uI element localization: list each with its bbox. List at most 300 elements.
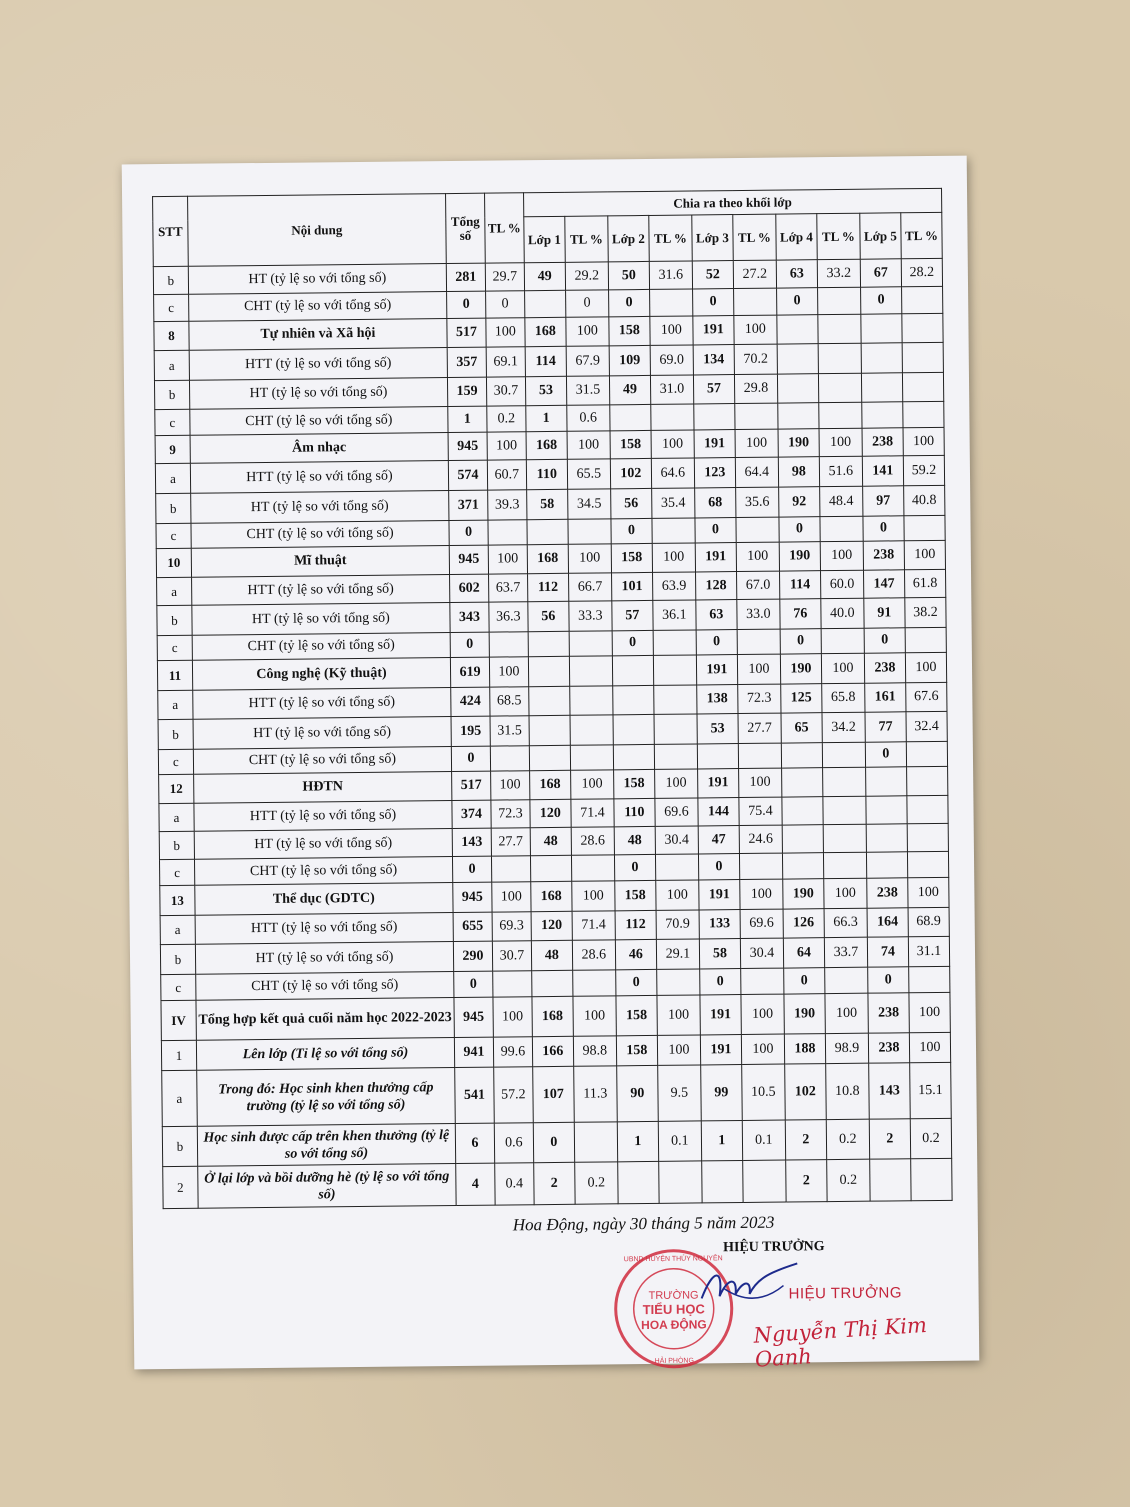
cell-rate bbox=[654, 714, 697, 744]
cell-rate: 24.6 bbox=[739, 825, 782, 853]
cell-count: 68 bbox=[695, 488, 736, 518]
svg-text:HẢI PHÒNG: HẢI PHÒNG bbox=[654, 1357, 694, 1365]
cell-count bbox=[694, 404, 735, 430]
cell-rate bbox=[571, 855, 614, 881]
row-stt: b bbox=[157, 605, 192, 635]
cell-rate: 27.2 bbox=[733, 260, 776, 288]
cell-count: 0 bbox=[698, 854, 739, 880]
cell-count bbox=[610, 404, 651, 430]
cell-count: 238 bbox=[864, 653, 905, 683]
cell-count: 190 bbox=[784, 994, 825, 1034]
cell-count: 0 bbox=[863, 516, 904, 541]
cell-count bbox=[866, 824, 907, 852]
cell-count bbox=[781, 743, 822, 768]
cell-count: 168 bbox=[527, 544, 568, 573]
cell-rate bbox=[743, 1160, 786, 1202]
cell-count: 190 bbox=[778, 429, 819, 457]
cell-rate bbox=[825, 967, 868, 993]
cell-count: 168 bbox=[532, 996, 573, 1036]
cell-rate bbox=[657, 969, 700, 995]
svg-text:TIỂU HỌC: TIỂU HỌC bbox=[642, 1301, 705, 1318]
cell-count: 191 bbox=[699, 880, 740, 910]
cell-rate bbox=[902, 342, 943, 372]
cell-rate bbox=[909, 966, 950, 992]
row-stt: IV bbox=[161, 1000, 196, 1040]
row-label: HT (tỷ lệ so với tổng số) bbox=[190, 491, 449, 524]
cell-rate bbox=[733, 288, 776, 315]
cell-rate: 0.2 bbox=[910, 1118, 951, 1158]
cell-rate: 32.4 bbox=[906, 711, 947, 741]
cell-count: 517 bbox=[452, 771, 491, 800]
cell-rate: 100 bbox=[734, 315, 777, 344]
header-grade-rate: TL % bbox=[817, 213, 861, 259]
cell-count: 0 bbox=[700, 969, 741, 995]
cell-rate: 69.0 bbox=[650, 345, 693, 375]
cell-rate: 100 bbox=[572, 881, 615, 911]
row-label: CHT (tỷ lệ so với tổng số) bbox=[190, 407, 448, 436]
cell-count: 2 bbox=[786, 1160, 827, 1202]
cell-rate: 29.8 bbox=[734, 374, 777, 403]
cell-rate bbox=[819, 402, 862, 428]
cell-rate: 67.0 bbox=[736, 571, 779, 599]
cell-count: 945 bbox=[453, 882, 492, 912]
cell-rate bbox=[907, 823, 948, 851]
row-label: CHT (tỷ lệ so với tổng số) bbox=[192, 633, 450, 661]
cell-rate: 10.5 bbox=[742, 1064, 786, 1120]
cell-count: 63 bbox=[776, 260, 817, 288]
cell-count: 168 bbox=[525, 317, 566, 346]
cell-rate bbox=[822, 742, 865, 767]
cell-rate: 9.5 bbox=[658, 1065, 702, 1121]
row-label: HĐTN bbox=[193, 772, 451, 804]
cell-count: 168 bbox=[526, 431, 567, 459]
cell-count: 161 bbox=[865, 683, 906, 712]
cell-count: 190 bbox=[780, 654, 821, 684]
cell-count: 1 bbox=[448, 406, 487, 432]
cell-count: 58 bbox=[699, 939, 740, 969]
cell-count: 109 bbox=[609, 345, 650, 375]
row-stt: c bbox=[156, 523, 191, 548]
cell-count: 134 bbox=[693, 345, 734, 375]
row-label: Mĩ thuật bbox=[191, 546, 449, 578]
cell-count bbox=[532, 970, 573, 996]
cell-count: 0 bbox=[450, 632, 489, 657]
cell-rate: 100 bbox=[735, 429, 778, 457]
cell-count: 2 bbox=[869, 1119, 910, 1159]
cell-rate bbox=[568, 519, 611, 544]
cell-count: 158 bbox=[610, 430, 651, 458]
cell-rate: 99.6 bbox=[493, 1037, 532, 1067]
cell-rate: 27.7 bbox=[738, 713, 781, 743]
cell-rate bbox=[904, 515, 945, 540]
cell-rate: 100 bbox=[905, 652, 946, 682]
cell-rate: 59.2 bbox=[903, 455, 944, 485]
cell-count: 110 bbox=[526, 459, 567, 489]
cell-rate bbox=[654, 744, 697, 769]
cell-rate: 100 bbox=[825, 993, 868, 1033]
cell-rate: 34.5 bbox=[567, 489, 610, 519]
cell-count bbox=[613, 744, 654, 769]
cell-rate: 0.6 bbox=[494, 1123, 533, 1163]
cell-count bbox=[782, 825, 823, 853]
cell-rate: 0.6 bbox=[567, 405, 610, 431]
row-stt: c bbox=[155, 409, 190, 435]
cell-rate: 69.3 bbox=[492, 912, 531, 941]
row-stt: c bbox=[161, 974, 196, 1000]
cell-rate: 0.1 bbox=[742, 1120, 785, 1160]
cell-rate: 65.8 bbox=[822, 683, 865, 712]
cell-count: 238 bbox=[867, 878, 908, 908]
cell-count: 190 bbox=[779, 542, 820, 571]
cell-rate: 64.4 bbox=[735, 457, 778, 487]
cell-rate: 63.9 bbox=[652, 572, 695, 600]
cell-rate bbox=[738, 743, 781, 768]
cell-rate bbox=[574, 1122, 617, 1162]
cell-rate: 69.1 bbox=[486, 347, 525, 377]
cell-count bbox=[861, 373, 902, 402]
cell-rate: 100 bbox=[736, 542, 779, 571]
cell-count: 53 bbox=[525, 376, 566, 405]
cell-count: 602 bbox=[450, 574, 489, 602]
cell-rate: 34.2 bbox=[822, 712, 865, 742]
header-grade: Lớp 3 bbox=[692, 215, 733, 261]
cell-rate: 28.6 bbox=[571, 827, 614, 855]
cell-count: 238 bbox=[868, 1033, 909, 1063]
header-by-grade: Chia ra theo khối lớp bbox=[523, 188, 941, 216]
cell-count: 120 bbox=[530, 799, 571, 827]
row-stt: b bbox=[159, 831, 194, 859]
row-stt: 9 bbox=[155, 435, 190, 463]
cell-count: 63 bbox=[696, 600, 737, 630]
cell-rate: 67.9 bbox=[566, 346, 609, 376]
cell-rate: 28.2 bbox=[901, 258, 942, 286]
cell-rate bbox=[570, 715, 613, 745]
cell-count: 133 bbox=[699, 910, 740, 939]
header-grade-rate: TL % bbox=[565, 216, 609, 262]
cell-count: 6 bbox=[455, 1123, 494, 1163]
cell-count bbox=[613, 685, 654, 714]
cell-count: 357 bbox=[447, 347, 486, 377]
cell-count: 191 bbox=[693, 316, 734, 345]
cell-count: 0 bbox=[454, 971, 493, 997]
cell-count: 144 bbox=[698, 798, 739, 826]
cell-rate: 69.6 bbox=[655, 798, 698, 826]
cell-rate: 98.8 bbox=[573, 1036, 616, 1066]
cell-count bbox=[777, 344, 818, 374]
cell-count: 114 bbox=[779, 571, 820, 599]
row-stt: b bbox=[162, 1126, 197, 1166]
row-stt: b bbox=[158, 719, 193, 749]
cell-rate: 100 bbox=[904, 540, 945, 569]
cell-rate: 100 bbox=[909, 1032, 950, 1062]
cell-rate: 31.0 bbox=[650, 375, 693, 404]
cell-rate: 100 bbox=[657, 995, 700, 1035]
cell-count: 90 bbox=[617, 1065, 659, 1121]
cell-count bbox=[866, 796, 907, 824]
cell-count bbox=[530, 855, 571, 881]
cell-rate bbox=[569, 631, 612, 656]
cell-rate: 100 bbox=[493, 997, 532, 1037]
cell-rate bbox=[573, 970, 616, 996]
cell-count bbox=[862, 402, 903, 428]
cell-rate bbox=[911, 1158, 953, 1200]
cell-count: 48 bbox=[531, 940, 572, 970]
row-label: HTT (tỷ lệ so với tổng số) bbox=[194, 801, 452, 832]
cell-count: 53 bbox=[697, 714, 738, 744]
cell-rate bbox=[652, 518, 695, 543]
header-grade: Lớp 2 bbox=[608, 215, 649, 261]
cell-rate: 31.5 bbox=[490, 716, 529, 746]
cell-count: 48 bbox=[614, 826, 655, 854]
cell-count: 58 bbox=[527, 489, 568, 519]
principal-title: HIỆU TRƯỞNG bbox=[723, 1239, 825, 1256]
row-stt: c bbox=[157, 635, 192, 660]
cell-rate: 100 bbox=[652, 543, 695, 572]
row-label: CHT (tỷ lệ so với tổng số) bbox=[193, 747, 451, 775]
cell-count: 0 bbox=[449, 520, 488, 545]
cell-rate: 66.7 bbox=[568, 573, 611, 601]
cell-count: 190 bbox=[783, 879, 824, 909]
cell-count: 97 bbox=[863, 486, 904, 516]
row-stt: 13 bbox=[160, 885, 195, 915]
cell-count bbox=[612, 655, 653, 685]
row-stt: 2 bbox=[163, 1166, 198, 1208]
cell-count: 0 bbox=[533, 1122, 574, 1162]
cell-count: 114 bbox=[525, 346, 566, 376]
cell-rate: 100 bbox=[492, 882, 531, 912]
cell-count: 128 bbox=[695, 572, 736, 600]
row-label: Ở lại lớp và bồi dưỡng hè (tỷ lệ so với tổng số) bbox=[198, 1164, 457, 1209]
cell-count: 517 bbox=[447, 318, 486, 347]
cell-rate: 57.2 bbox=[494, 1067, 534, 1123]
cell-count: 0 bbox=[614, 854, 655, 880]
cell-count bbox=[777, 315, 818, 344]
cell-count: 2 bbox=[534, 1162, 575, 1204]
header-grade-rate: TL % bbox=[733, 214, 777, 260]
cell-count: 4 bbox=[456, 1163, 495, 1205]
header-grade-rate: TL % bbox=[649, 215, 693, 261]
cell-count bbox=[618, 1161, 659, 1203]
cell-rate: 36.1 bbox=[653, 600, 696, 630]
cell-count: 0 bbox=[447, 291, 486, 318]
cell-rate bbox=[907, 795, 948, 823]
cell-count: 158 bbox=[613, 769, 654, 798]
cell-count: 191 bbox=[700, 1035, 741, 1065]
cell-count: 168 bbox=[529, 770, 570, 799]
cell-rate: 75.4 bbox=[739, 797, 782, 825]
cell-rate: 100 bbox=[908, 877, 949, 907]
cell-rate bbox=[906, 766, 947, 795]
row-label: CHT (tỷ lệ so với tổng số) bbox=[191, 521, 449, 549]
cell-rate: 40.8 bbox=[904, 485, 945, 515]
row-stt: a bbox=[157, 577, 192, 605]
cell-rate: 15.1 bbox=[910, 1062, 952, 1118]
header-content: Nội dung bbox=[187, 194, 446, 267]
cell-count bbox=[781, 768, 822, 797]
cell-count: 0 bbox=[776, 288, 817, 315]
cell-rate: 60.7 bbox=[487, 460, 526, 490]
cell-count: 52 bbox=[692, 261, 733, 289]
cell-rate: 0.2 bbox=[826, 1119, 869, 1159]
cell-rate: 100 bbox=[651, 430, 694, 458]
cell-rate: 100 bbox=[820, 541, 863, 570]
row-stt: b bbox=[160, 944, 195, 974]
row-label: HTT (tỷ lệ so với tổng số) bbox=[191, 575, 449, 606]
cell-rate: 100 bbox=[487, 432, 526, 460]
cell-count: 158 bbox=[616, 995, 657, 1035]
cell-rate bbox=[817, 287, 860, 314]
cell-count: 147 bbox=[863, 570, 904, 598]
cell-count: 0 bbox=[611, 518, 652, 543]
row-label: HTT (tỷ lệ so với tổng số) bbox=[195, 913, 453, 945]
cell-count: 191 bbox=[700, 995, 741, 1035]
cell-rate: 61.8 bbox=[904, 569, 945, 597]
cell-count: 0 bbox=[453, 856, 492, 882]
row-stt: c bbox=[154, 294, 189, 321]
row-label: HT (tỷ lệ so với tổng số) bbox=[189, 378, 447, 410]
row-label: HT (tỷ lệ so với tổng số) bbox=[188, 264, 446, 295]
cell-count: 102 bbox=[610, 458, 651, 488]
cell-count: 76 bbox=[780, 599, 821, 629]
cell-rate: 70.9 bbox=[656, 910, 699, 939]
cell-rate: 29.2 bbox=[565, 262, 608, 290]
cell-count bbox=[529, 715, 570, 745]
cell-count: 0 bbox=[695, 518, 736, 543]
cell-count: 281 bbox=[446, 263, 485, 291]
cell-count: 1 bbox=[701, 1121, 742, 1161]
cell-count: 238 bbox=[868, 993, 909, 1033]
cell-count: 48 bbox=[530, 827, 571, 855]
row-stt: a bbox=[159, 803, 194, 831]
cell-rate bbox=[654, 685, 697, 714]
row-stt: 8 bbox=[154, 321, 189, 350]
cell-rate: 100 bbox=[568, 544, 611, 573]
cell-count bbox=[524, 290, 565, 317]
svg-text:HOA ĐỘNG: HOA ĐỘNG bbox=[641, 1317, 707, 1333]
cell-count bbox=[697, 744, 738, 769]
cell-rate bbox=[570, 745, 613, 770]
cell-count: 112 bbox=[615, 910, 656, 939]
cell-rate: 31.5 bbox=[566, 376, 609, 405]
cell-count: 158 bbox=[611, 543, 652, 572]
cell-rate: 100 bbox=[656, 880, 699, 910]
cell-rate bbox=[651, 404, 694, 430]
cell-rate: 0.2 bbox=[827, 1159, 870, 1201]
row-stt: a bbox=[158, 690, 193, 719]
cell-rate: 39.3 bbox=[488, 490, 527, 520]
cell-count bbox=[778, 403, 819, 429]
cell-rate: 67.6 bbox=[906, 682, 947, 711]
svg-text:UBND HUYỆN THỦY NGUYÊN: UBND HUYỆN THỦY NGUYÊN bbox=[623, 1255, 723, 1264]
row-label: Trong đó: Học sinh khen thưởng cấp trường (tỷ lệ so với tổng số) bbox=[197, 1068, 456, 1127]
cell-count bbox=[528, 631, 569, 656]
cell-rate: 100 bbox=[567, 431, 610, 459]
cell-count: 123 bbox=[694, 458, 735, 488]
cell-rate: 0.2 bbox=[575, 1162, 618, 1204]
cell-count: 98 bbox=[778, 457, 819, 487]
cell-rate: 30.4 bbox=[740, 938, 783, 968]
row-label: Tổng hợp kết quả cuối năm học 2022-2023 bbox=[196, 998, 455, 1041]
cell-rate bbox=[493, 971, 532, 997]
header-stt: STT bbox=[153, 196, 189, 266]
cell-rate: 100 bbox=[909, 992, 950, 1032]
cell-rate: 68.5 bbox=[490, 687, 529, 716]
cell-rate: 100 bbox=[573, 996, 616, 1036]
row-label: HT (tỷ lệ so với tổng số) bbox=[193, 717, 452, 750]
cell-rate bbox=[903, 401, 944, 427]
cell-count: 99 bbox=[701, 1065, 743, 1121]
cell-count: 541 bbox=[455, 1067, 495, 1123]
cell-rate: 100 bbox=[737, 654, 780, 684]
cell-rate bbox=[659, 1161, 702, 1203]
cell-count: 141 bbox=[862, 456, 903, 486]
cell-rate: 64.6 bbox=[651, 458, 694, 488]
cell-rate bbox=[823, 796, 866, 824]
cell-count: 1 bbox=[617, 1121, 658, 1161]
cell-count bbox=[529, 745, 570, 770]
cell-count: 77 bbox=[865, 712, 906, 742]
cell-rate: 0.2 bbox=[487, 406, 526, 432]
row-label: Lên lớp (Tỉ lệ so với tổng số) bbox=[196, 1038, 455, 1071]
cell-rate: 100 bbox=[491, 771, 530, 800]
header-grade: Lớp 4 bbox=[776, 214, 817, 260]
cell-count: 0 bbox=[692, 289, 733, 316]
row-label: CHT (tỷ lệ so với tổng số) bbox=[196, 972, 454, 1001]
cell-count: 49 bbox=[524, 262, 565, 290]
cell-rate bbox=[737, 629, 780, 654]
row-label: HT (tỷ lệ so với tổng số) bbox=[192, 603, 451, 636]
row-stt: b bbox=[154, 380, 189, 409]
cell-rate: 100 bbox=[821, 653, 864, 683]
cell-count: 343 bbox=[450, 602, 489, 632]
cell-count bbox=[782, 853, 823, 879]
row-label: Thể dục (GDTC) bbox=[195, 883, 454, 916]
row-label: HTT (tỷ lệ so với tổng số) bbox=[193, 688, 451, 720]
cell-count: 120 bbox=[531, 911, 572, 940]
cell-rate bbox=[823, 852, 866, 878]
cell-rate bbox=[653, 655, 696, 685]
cell-count bbox=[777, 374, 818, 403]
cell-count: 57 bbox=[693, 375, 734, 404]
row-label: HT (tỷ lệ so với tổng số) bbox=[194, 829, 452, 860]
cell-count: 2 bbox=[785, 1120, 826, 1160]
cell-count: 0 bbox=[860, 287, 901, 314]
cell-count: 50 bbox=[608, 261, 649, 289]
cell-count: 0 bbox=[612, 630, 653, 655]
cell-rate: 71.4 bbox=[571, 799, 614, 827]
row-stt: 12 bbox=[159, 774, 194, 803]
cell-count: 65 bbox=[781, 713, 822, 743]
cell-count: 0 bbox=[696, 630, 737, 655]
cell-count: 290 bbox=[453, 941, 492, 971]
cell-rate: 48.4 bbox=[820, 486, 863, 516]
row-label: Âm nhạc bbox=[190, 433, 448, 464]
cell-rate: 100 bbox=[486, 318, 525, 347]
cell-count bbox=[702, 1161, 743, 1203]
cell-rate: 33.0 bbox=[737, 599, 780, 629]
cell-rate: 33.7 bbox=[824, 937, 867, 967]
cell-count: 0 bbox=[784, 968, 825, 994]
cell-rate: 10.8 bbox=[826, 1063, 870, 1119]
cell-rate bbox=[736, 517, 779, 542]
cell-rate: 100 bbox=[657, 1035, 700, 1065]
cell-count: 1 bbox=[526, 405, 567, 431]
cell-rate: 36.3 bbox=[489, 602, 528, 632]
cell-count: 91 bbox=[864, 598, 905, 628]
cell-count: 56 bbox=[528, 601, 569, 631]
cell-count: 56 bbox=[611, 488, 652, 518]
cell-rate: 0 bbox=[565, 290, 608, 317]
